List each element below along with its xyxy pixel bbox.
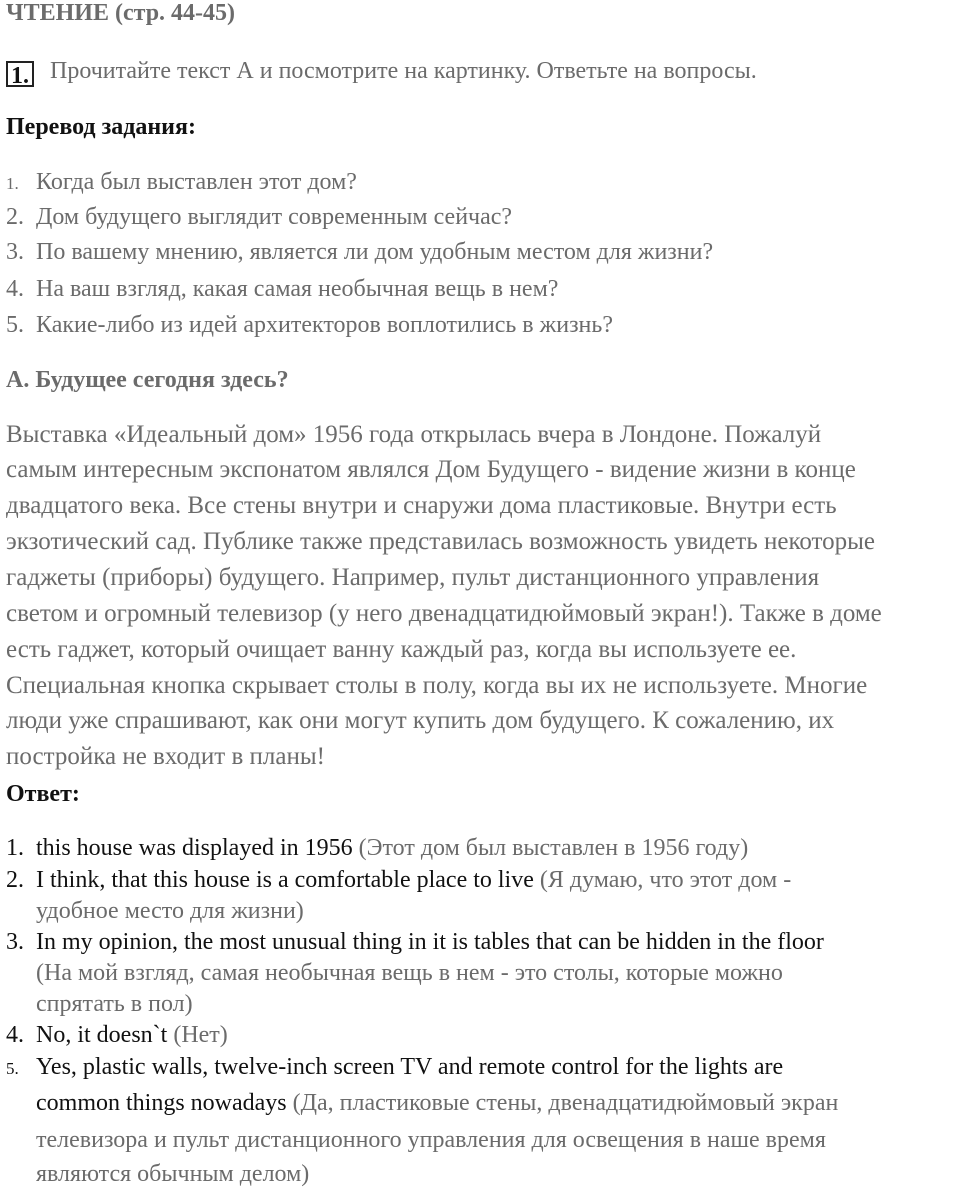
answer-english: No, it doesn`t [36,1022,168,1048]
question-2 [6,204,512,231]
answer-russian: (Я думаю, что этот дом - [533,867,792,893]
section-title: ЧТЕНИЕ (стр. 44-45) [6,0,236,26]
question-number: 5. [6,312,24,338]
question-text: Дом будущего выглядит современным сейчас? [36,204,513,230]
answer-russian: (Да, пластиковые стены, двенадцатидюймовый экран [286,1090,839,1116]
text-a-line: люди уже спрашивают, как они могут купить дом будущего. К сожалению, их [6,707,835,734]
answer-4 [6,1022,228,1049]
text-a-line: Выставка «Идеальный дом» 1956 года открылась вчера в Лондоне. Пожалуй [6,421,822,448]
question-text: Когда был выставлен этот дом? [36,169,357,195]
question-1 [6,169,357,196]
answer-5-cont: телевизора и пульт дистанционного управления для освещения в наше время [36,1127,826,1153]
question-4 [6,276,558,303]
answer-2 [6,867,791,894]
text-a-line: Специальная кнопка скрывает столы в полу, когда вы их не используете. Многие [6,672,868,699]
translation-heading: Перевод задания: [6,114,196,140]
text-a-line: светом и огромный телевизор (у него двенадцатидюймовый экран!). Также в доме [6,600,882,627]
answer-5-cont [36,1090,838,1117]
answer-number: 1. [6,835,24,861]
text-a-heading: A. Будущее сегодня здесь? [6,367,289,393]
task-number-box: 1. [6,61,34,87]
answer-5 [6,1054,783,1081]
text-a-line: есть гаджет, который очищает ванну каждый раз, когда вы используете ее. [6,636,797,663]
answer-5-cont: являются обычным делом) [36,1161,310,1187]
answer-english: Yes, plastic walls, twelve-inch screen TV and remote control for the lights are [36,1054,784,1080]
question-number: 1. [6,174,19,193]
question-number: 4. [6,276,24,302]
question-3 [6,239,713,266]
answer-1 [6,835,748,862]
answer-number: 5. [6,1059,19,1078]
question-text: Какие-либо из идей архитекторов воплотились в жизнь? [36,312,613,338]
answer-english: I think, that this house is a comfortable place to live [36,867,534,893]
answer-heading: Ответ: [6,781,80,807]
answer-3-cont: (На мой взгляд, самая необычная вещь в нем - это столы, которые можно [36,960,783,986]
answer-russian: (Этот дом был выставлен в 1956 году) [352,835,749,861]
answer-3 [6,929,824,956]
question-5 [6,312,613,339]
text-a-line: экзотический сад. Публике также представилась возможность увидеть некоторые [6,528,875,555]
text-a-line: постройка не входит в планы! [6,743,325,770]
task-instruction-text: Прочитайте текст А и посмотрите на картинку. Ответьте на вопросы. [50,58,757,84]
question-number: 3. [6,239,24,265]
answer-3-cont: спрятать в пол) [36,991,193,1017]
question-number: 2. [6,204,24,230]
answer-number: 4. [6,1022,24,1048]
task-instruction [6,58,757,90]
answer-number: 3. [6,929,24,955]
answer-2-cont: удобное место для жизни) [36,898,304,924]
answer-english: common things nowadays [36,1090,287,1116]
text-a-line: гаджеты (приборы) будущего. Например, пульт дистанционного управления [6,564,820,591]
text-a-line: двадцатого века. Все стены внутри и снаружи дома пластиковые. Внутри есть [6,492,837,519]
text-a-line: самым интересным экспонатом являлся Дом Будущего - видение жизни в конце [6,456,856,483]
answer-russian: (Нет) [167,1022,228,1048]
answer-english: In my opinion, the most unusual thing in it is tables that can be hidden in the floor [36,929,824,955]
question-text: По вашему мнению, является ли дом удобным местом для жизни? [36,239,714,265]
question-text: На ваш взгляд, какая самая необычная вещь в нем? [36,276,559,302]
answer-english: this house was displayed in 1956 [36,835,353,861]
answer-number: 2. [6,867,24,893]
